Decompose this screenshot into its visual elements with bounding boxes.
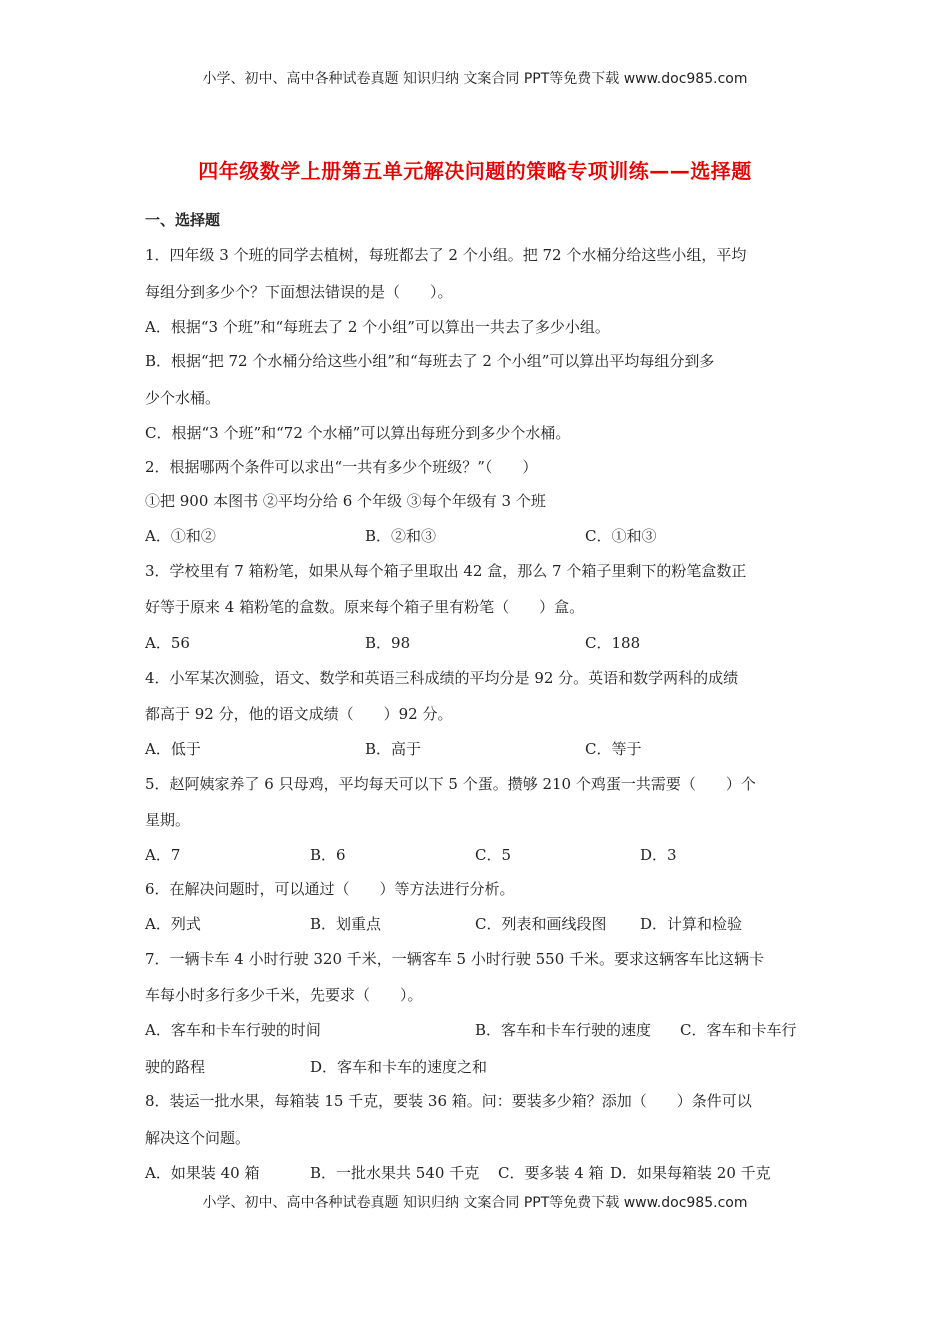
question-6-option-d: D．计算和检验 — [640, 915, 743, 933]
question-7-option-b: B．客车和卡车行驶的速度 — [475, 1021, 652, 1039]
page-title: 四年级数学上册第五单元解决问题的策略专项训练——选择题 — [198, 159, 752, 183]
question-1-option-a: A．根据“3 个班”和“每班去了 2 个小组”可以算出一共去了多少小组。 — [145, 318, 610, 336]
question-4-line-1: 4．小军某次测验，语文、数学和英语三科成绩的平均分是 92 分。英语和数学两科的成绩 — [145, 669, 739, 687]
question-7-option-a: A．客车和卡车行驶的时间 — [145, 1021, 321, 1039]
question-3-line-2: 好等于原来 4 箱粉笔的盒数。原来每个箱子里有粉笔（ ）盒。 — [145, 598, 585, 616]
question-3-option-a: A．56 — [145, 634, 190, 652]
question-1-line-2: 每组分到多少个？下面想法错误的是（ ）。 — [145, 283, 453, 301]
question-5-line-1: 5．赵阿姨家养了 6 只母鸡，平均每天可以下 5 个蛋。攒够 210 个鸡蛋一共需要（ ）个 — [145, 775, 756, 793]
question-1-option-b-line-2: 少个水桶。 — [145, 389, 221, 407]
page-header: 小学、初中、高中各种试卷真题 知识归纳 文案合同 PPT等免费下载 www.doc985.com — [202, 71, 748, 87]
question-2-option-b: B．②和③ — [365, 527, 437, 545]
question-2-option-a: A．①和② — [145, 527, 216, 545]
question-4-line-2: 都高于 92 分，他的语文成绩（ ）92 分。 — [145, 705, 453, 723]
question-3-option-b: B．98 — [365, 634, 411, 652]
question-6-option-c: C．列表和画线段图 — [475, 915, 607, 933]
question-8-line-1: 8．装运一批水果，每箱装 15 千克，要装 36 箱。问：要装多少箱？添加（ ）条件可以 — [145, 1092, 752, 1110]
question-1-option-b-line-1: B．根据“把 72 个水桶分给这些小组”和“每班去了 2 个小组”可以算出平均每组分到多 — [145, 352, 715, 370]
question-6-option-a: A．列式 — [145, 915, 201, 933]
section-heading: 一、选择题 — [145, 211, 221, 229]
question-5-option-a: A．7 — [145, 846, 181, 864]
question-2-option-c: C．①和③ — [585, 527, 657, 545]
page-footer: 小学、初中、高中各种试卷真题 知识归纳 文案合同 PPT等免费下载 www.doc985.com — [202, 1195, 748, 1211]
question-2-line-2: ①把 900 本图书 ②平均分给 6 个年级 ③每个年级有 3 个班 — [145, 492, 546, 510]
question-4-option-c: C．等于 — [585, 740, 642, 758]
question-4-option-a: A．低于 — [145, 740, 201, 758]
question-1-option-c: C．根据“3 个班”和“72 个水桶”可以算出每班分到多少个水桶。 — [145, 424, 571, 442]
question-7-option-c-line-1: C．客车和卡车行 — [680, 1021, 797, 1039]
question-5-option-c: C．5 — [475, 846, 512, 864]
question-6-line-1: 6．在解决问题时，可以通过（ ）等方法进行分析。 — [145, 880, 515, 898]
question-2-line-1: 2．根据哪两个条件可以求出“一共有多少个班级？”（ ） — [145, 458, 538, 476]
question-7-option-c-line-2: 驶的路程 — [145, 1058, 206, 1076]
question-8-option-c: C．要多装 4 箱 — [498, 1164, 604, 1182]
question-7-line-1: 7．一辆卡车 4 小时行驶 320 千米，一辆客车 5 小时行驶 550 千米。要求这辆客车比这辆卡 — [145, 950, 765, 968]
question-8-line-2: 解决这个问题。 — [145, 1129, 251, 1147]
question-6-option-b: B．划重点 — [310, 915, 382, 933]
question-4-option-b: B．高于 — [365, 740, 422, 758]
question-5-option-b: B．6 — [310, 846, 346, 864]
question-7-option-d: D．客车和卡车的速度之和 — [310, 1058, 488, 1076]
question-5-line-2: 星期。 — [145, 811, 191, 829]
question-5-option-d: D．3 — [640, 846, 677, 864]
question-8-option-b: B．一批水果共 540 千克 — [310, 1164, 480, 1182]
question-1-line-1: 1．四年级 3 个班的同学去植树，每班都去了 2 个小组。把 72 个水桶分给这些小组，平均 — [145, 246, 747, 264]
question-8-option-a: A．如果装 40 箱 — [145, 1164, 260, 1182]
question-7-line-2: 车每小时多行多少千米，先要求（ ）。 — [145, 986, 423, 1004]
question-3-line-1: 3．学校里有 7 箱粉笔，如果从每个箱子里取出 42 盒，那么 7 个箱子里剩下的粉笔盒数正 — [145, 562, 747, 580]
question-8-option-d: D．如果每箱装 20 千克 — [610, 1164, 771, 1182]
question-3-option-c: C．188 — [585, 634, 641, 652]
